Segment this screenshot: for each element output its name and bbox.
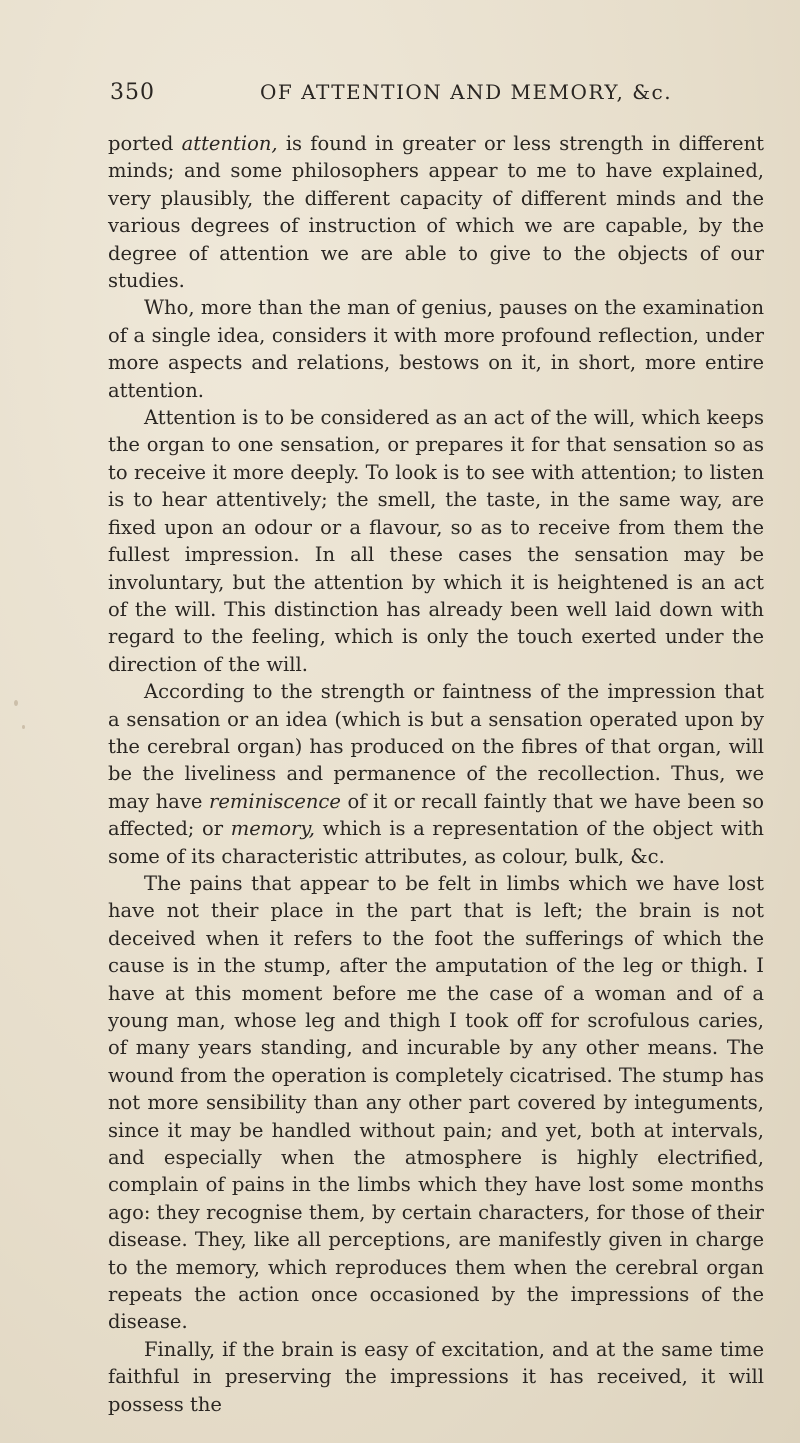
text-run: Finally, if the brain is easy of excitation, and at the same time faithful in preserving the impressions it has received, it will possess the: [108, 1337, 764, 1416]
running-title: OF ATTENTION AND MEMORY, &c.: [260, 80, 673, 104]
ink-speck: [14, 700, 18, 706]
ink-speck: [22, 725, 25, 729]
text-run: ported: [108, 132, 182, 155]
italic-term: attention,: [181, 132, 278, 155]
italic-term: memory,: [230, 817, 315, 841]
page-header: [110, 80, 730, 114]
text-run: Who, more than the man of genius, pauses on the examination of a single idea, considers it with more profound reflection, under more aspects and relations, bestows on it, in short, more entire attention.: [108, 296, 764, 402]
text-run: is found in greater or less strength in different minds; and some philosophers appear to me to have explained, very plausibly, the different capacity of different minds and the various degrees of instruction of which we are capable, by the degree of attention we are able to give to the objects of our studies.: [108, 132, 764, 293]
paragraph: [108, 870, 764, 1336]
text-run: According to the strength or faintness of the impression that a sensation or an idea (which is but a sensation operated upon by the cerebral organ) has produced on the fibres of that organ, will be the liveliness and permanence of the recollection. Thus, we may have: [108, 680, 764, 813]
paragraph: [108, 130, 764, 294]
text-run: Attention is to be considered as an act of the will, which keeps the organ to one sensation, or prepares it for that sensation so as to receive it more deeply. To look is to see with attention; to listen is to hear attentively; the smell, the taste, in the same way, are fixed upon an odour or a flavour, so as to receive from them the fullest impression. In all these cases the sensation may be involuntary, but the attention by which it is heightened is an act of the will. This distinction has already been well laid down with regard to the feeling, which is only the touch exerted under the direction of the will.: [108, 406, 764, 676]
text-run: The pains that appear to be felt in limbs which we have lost have not their place in the part that is left; the brain is not deceived when it refers to the foot the sufferings of which the cause is in the stump, after the amputation of the leg or thigh. I have at this moment before me the case of a woman and of a young man, whose leg and thigh I took off for scrofulous caries, of many years standing, and incurable by any other means. The wound from the operation is completely cicatrised. The stump has not more sensibility than any other part covered by integuments, since it may be handled without pain; and yet, both at intervals, and especially when the atmosphere is highly electrified, complain of pains in the limbs which they have lost some months ago: they recognise them, by certain characters, for those of their disease. They, like all perceptions, are manifestly given in charge to the memory, which reproduces them when the cerebral organ repeats the action once occasioned by the impressions of the disease.: [108, 871, 764, 1334]
text-run: of it or recall faintly that we have been so affected; or: [108, 789, 764, 841]
body-text: [108, 130, 764, 1418]
text-run: which is a representation of the object with some of its characteristic attributes, as colour, bulk, &c.: [108, 817, 764, 868]
italic-term: reminiscence: [209, 789, 341, 813]
paragraph: [108, 678, 764, 870]
paragraph: [108, 294, 764, 404]
paragraph: [108, 1336, 764, 1418]
page-number: 350: [110, 80, 155, 105]
paragraph: [108, 404, 764, 678]
